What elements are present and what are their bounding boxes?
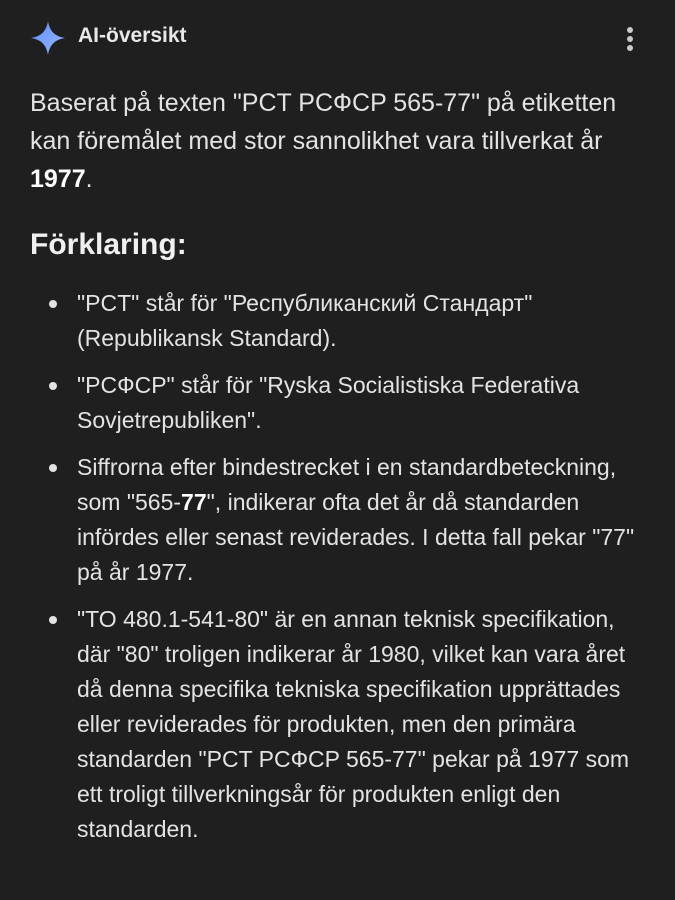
- bullet-icon: [49, 300, 57, 308]
- bullet-icon: [49, 382, 57, 390]
- header-title: AI-översikt: [78, 24, 187, 47]
- list-item-text: Siffrorna efter bindestrecket i en standardbeteckning, som "565-: [77, 454, 617, 515]
- more-vert-icon-dot: [627, 27, 633, 33]
- more-vert-icon-dot: [627, 36, 633, 42]
- more-vert-icon-dot: [627, 45, 633, 51]
- list-item: [0, 368, 637, 438]
- intro-text: Baserat på texten "PCT PCФCP 565-77" på etiketten kan föremålet med stor sannolikhet vara tillverkat år: [30, 89, 617, 155]
- list-item-text: "PCT" står för "Республиканский Стандарт" (Republikansk Standard).: [77, 290, 533, 351]
- list-item-text: "TO 480.1-541-80" är en annan teknisk specifikation, där "80" troligen indikerar år 1980, vilket kan vara året då denna specifika tekniska specifikation upprättades eller reviderades för produkten, men den primära standarden "PCT PCФCP 565-77" pekar på 1977 som ett troligt tillverkningsår för produkten enligt den standarden.: [77, 606, 630, 842]
- list-item-text: "PCФCP" står för "Ryska Socialistiska Federativa Sovjetrepubliken".: [77, 372, 580, 433]
- bullet-icon: [49, 464, 57, 472]
- gemini-sparkle-icon: [30, 20, 66, 56]
- more-options-button[interactable]: [618, 24, 642, 54]
- list-item-text-end: ", indikerar ofta det år då standarden infördes eller senast reviderades. I detta fall pekar "77" på år 1977.: [77, 489, 635, 585]
- list-item: [0, 602, 637, 847]
- list-item: [0, 450, 637, 590]
- bullet-icon: [49, 616, 57, 624]
- intro-paragraph: [30, 84, 650, 198]
- list-item: [0, 286, 637, 356]
- list-item-bold: 77: [181, 489, 207, 515]
- explanation-list: [0, 286, 675, 847]
- explanation-heading: Förklaring:: [30, 228, 187, 261]
- ai-overview-header: [0, 0, 675, 74]
- intro-text-end: .: [85, 165, 93, 193]
- intro-year: 1977: [30, 165, 86, 193]
